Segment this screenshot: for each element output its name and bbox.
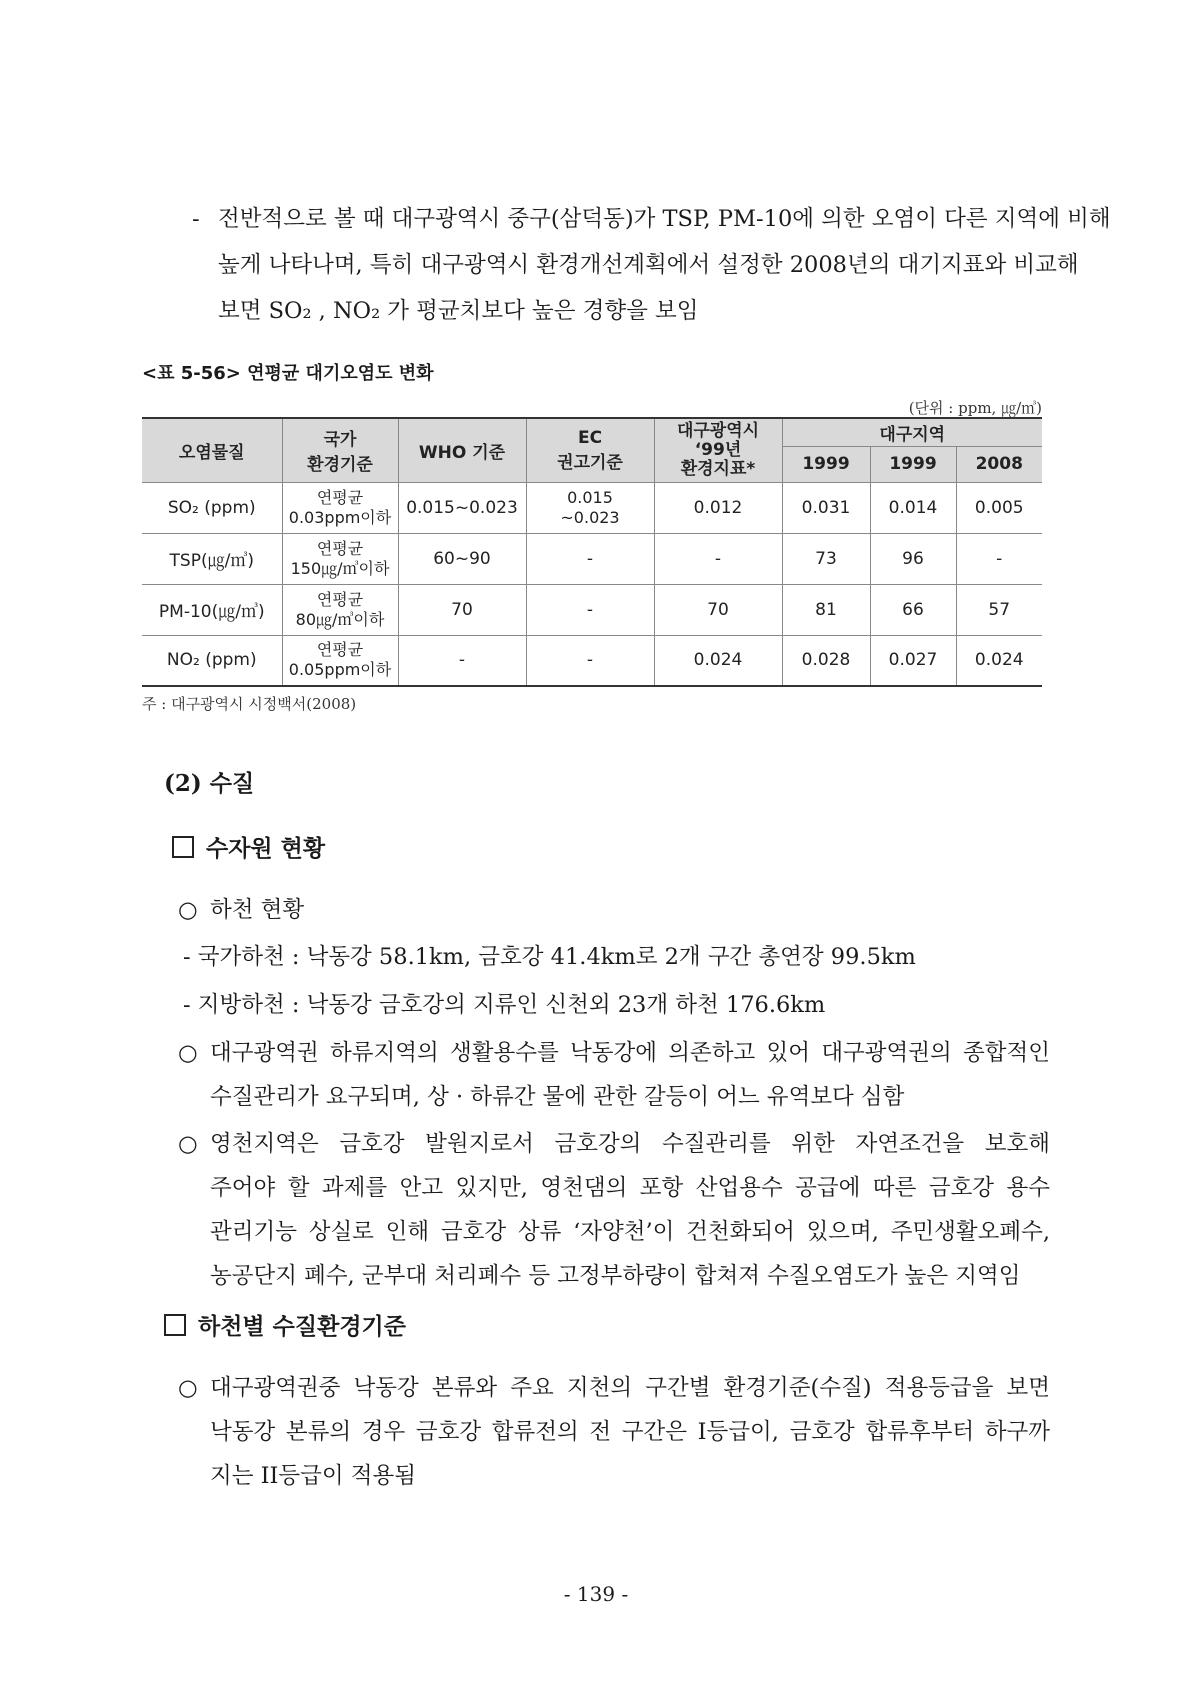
cell-year-value: 0.014 [870,482,956,533]
bullet-line: 영천지역은 금호강 발원지로서 금호강의 수질관리를 위한 자연조건을 보호해 [210,1131,1050,1157]
cell-who: 60~90 [398,533,526,584]
cell-year-value: 0.028 [782,635,870,686]
header-target-line: 대구광역시 [676,420,760,441]
table-row [142,482,1042,533]
header-daegu-region: 대구지역 [782,418,1042,446]
header-ec-line: 권고기준 [557,452,623,473]
std-line: 80㎍/㎥이하 [295,609,385,629]
page-number: - 139 - [563,1582,629,1606]
intro-line: 보면 SO₂ , NO₂ 가 평균치보다 높은 경향을 보임 [218,298,699,324]
cell-year-value: 0.027 [870,635,956,686]
bullet-standards [178,1366,1050,1498]
bullet-line: 지는 II등급이 적용됨 [210,1463,416,1489]
ec-line: 0.015 [567,487,613,507]
subheading-river-standards [164,1308,406,1341]
bullet-line: 주어야 할 과제를 안고 있지만, 영천댐의 포항 산업용수 공급에 따른 금호강 용수 [210,1175,1050,1201]
circle-bullet-icon: ○ [178,1131,198,1157]
subheading-water-resources [172,830,325,863]
cell-year-value: 81 [782,584,870,635]
std-line: 연평균 [316,640,364,660]
circle-bullet-icon: ○ [178,1040,198,1066]
std-line: 0.03ppm이하 [288,507,392,527]
cell-pollutant: SO₂ (ppm) [142,482,282,533]
bullet-line: 대구광역권 하류지역의 생활용수를 낙동강에 의존하고 있어 대구광역권의 종합적인 [210,1040,1050,1066]
std-line: 연평균 [316,589,364,609]
local-river-item: - 지방하천 : 낙동강 금호강의 지류인 신천외 23개 하천 176.6km [183,992,826,1018]
table-row [142,635,1042,686]
cell-year-value: - [956,533,1042,584]
cell-ec [526,482,654,533]
std-line: 150㎍/㎥이하 [290,558,390,578]
air-quality-table [142,417,1042,687]
checkbox-square-icon [172,836,194,858]
header-national-line: 국가 [323,430,357,451]
cell-target: - [654,533,782,584]
header-who: WHO 기준 [398,418,526,482]
cell-national-std [282,482,398,533]
source-note: 주 : 대구광역시 시정백서(2008) [142,695,357,713]
ec-line: ~0.023 [560,507,620,527]
cell-national-std [282,584,398,635]
cell-national-std [282,635,398,686]
std-line: 연평균 [316,487,364,507]
section-heading-water: (2) 수질 [164,770,255,797]
checkbox-square-icon [164,1314,186,1336]
cell-ec: - [526,584,654,635]
cell-national-std [282,533,398,584]
cell-who: - [398,635,526,686]
bullet-line: 농공단지 폐수, 군부대 처리폐수 등 고정부하량이 합쳐져 수질오염도가 높은 지역임 [210,1263,1021,1289]
table-row [142,533,1042,584]
intro-line: 높게 나타나며, 특히 대구광역시 환경개선계획에서 설정한 2008년의 대기지표와 비교해 [218,252,1079,278]
bullet-line: 수질관리가 요구되며, 상 · 하류간 물에 관한 갈등이 어느 유역보다 심함 [210,1084,905,1110]
header-target-line: ‘99년 [694,439,742,460]
header-pollutant: 오염물질 [142,418,282,482]
cell-ec: - [526,635,654,686]
header-year: 1999 [782,446,870,482]
circle-bullet-icon: ○ [178,897,198,923]
header-ec-line: EC [577,427,603,448]
cell-year-value: 0.024 [956,635,1042,686]
intro-paragraph [192,196,1111,334]
bullet-daegu-water [178,1031,1050,1119]
cell-who: 0.015~0.023 [398,482,526,533]
dash-marker: - [192,206,200,232]
cell-target: 0.024 [654,635,782,686]
cell-pollutant: PM-10(㎍/㎥) [142,584,282,635]
header-national-line: 환경기준 [307,455,373,476]
std-line: 0.05ppm이하 [288,660,392,680]
header-target-line: 환경지표* [680,458,756,479]
header-year: 2008 [956,446,1042,482]
national-river-item: - 국가하천 : 낙동강 58.1km, 금호강 41.4km로 2개 구간 총연장 99.5km [183,944,916,970]
bullet-yeongcheon [178,1122,1050,1298]
cell-year-value: 57 [956,584,1042,635]
header-daegu-target [654,418,782,482]
circle-bullet-icon: ○ [178,1375,198,1401]
subheading-text: 수자원 현황 [206,835,326,862]
header-ec [526,418,654,482]
table-row [142,584,1042,635]
cell-pollutant: TSP(㎍/㎥) [142,533,282,584]
cell-ec: - [526,533,654,584]
cell-year-value: 0.005 [956,482,1042,533]
bullet-line: 하천 현황 [210,897,305,923]
subheading-text: 하천별 수질환경기준 [198,1313,406,1340]
header-year: 1999 [870,446,956,482]
cell-target: 0.012 [654,482,782,533]
bullet-line: 대구광역권중 낙동강 본류와 주요 지천의 구간별 환경기준(수질) 적용등급을 보면 [210,1375,1050,1401]
unit-note: (단위 : ppm, ㎍/㎥) [908,399,1042,417]
cell-year-value: 0.031 [782,482,870,533]
cell-who: 70 [398,584,526,635]
cell-target: 70 [654,584,782,635]
bullet-river-status [178,888,1050,932]
bullet-line: 낙동강 본류의 경우 금호강 합류전의 전 구간은 I등급이, 금호강 합류후부터 하구까 [210,1419,1050,1445]
cell-year-value: 96 [870,533,956,584]
table-caption: <표 5-56> 연평균 대기오염도 변화 [142,363,434,384]
cell-year-value: 66 [870,584,956,635]
cell-year-value: 73 [782,533,870,584]
cell-pollutant: NO₂ (ppm) [142,635,282,686]
bullet-line: 관리기능 상실로 인해 금호강 상류 ‘자양천’이 건천화되어 있으며, 주민생활오폐수, [210,1219,1050,1245]
intro-line: 전반적으로 볼 때 대구광역시 중구(삼덕동)가 TSP, PM-10에 의한 오염이 다른 지역에 비해 [218,206,1111,232]
std-line: 연평균 [316,538,364,558]
header-national-standard [282,418,398,482]
